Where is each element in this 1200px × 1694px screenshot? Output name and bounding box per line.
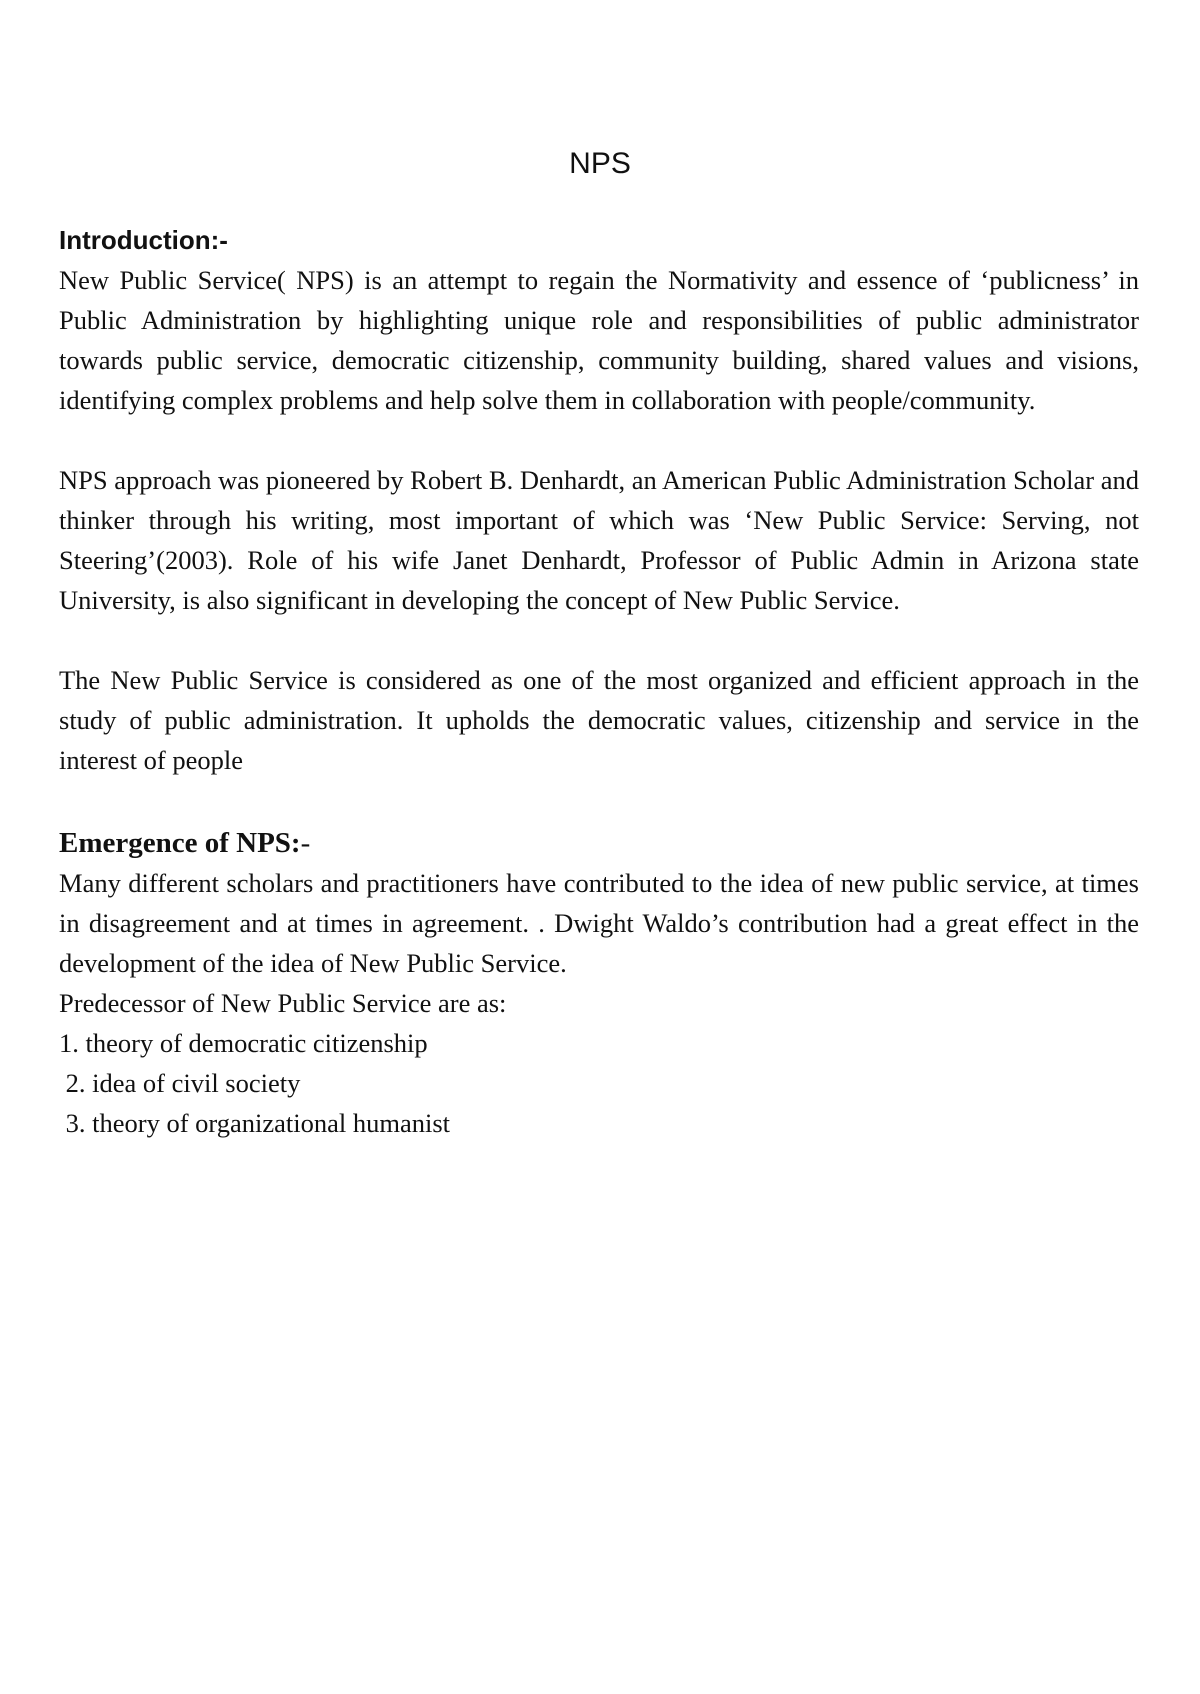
paragraph-spacer (59, 420, 1139, 460)
emergence-heading-text: Emergence of NPS: (59, 827, 301, 859)
emergence-heading-suffix: - (300, 827, 311, 859)
section-spacer (59, 780, 1139, 823)
emergence-paragraph-1: Many different scholars and practitioners have contributed to the idea of new public service, at times in disagreement and at times in agreement. . Dwight Waldo’s contribution had a great effect in the development of the idea of New Public Service. (59, 868, 1139, 978)
section-heading-emergence (59, 823, 1139, 863)
list-item: 2. idea of civil society (59, 1068, 301, 1098)
document-title: NPS (569, 147, 631, 180)
intro-paragraph-3: The New Public Service is considered as one of the most organized and efficient approach in the study of public administration. It upholds the democratic values, citizenship and service in the interest of people (59, 665, 1139, 775)
document-body (59, 220, 1139, 1143)
predecessor-list (59, 1023, 1139, 1143)
list-item: 1. theory of democratic citizenship (59, 1028, 428, 1058)
section-heading-introduction: Introduction:- (59, 225, 228, 255)
intro-paragraph-1: New Public Service( NPS) is an attempt to regain the Normativity and essence of ‘publicness’ in Public Administration by highlighting unique role and responsibilities of public administrator towards public service, democratic citizenship, community building, shared values and visions, identifying complex problems and help solve them in collaboration with people/community. (59, 265, 1139, 415)
predecessor-intro: Predecessor of New Public Service are as: (59, 988, 507, 1018)
paragraph-spacer (59, 620, 1139, 660)
list-item: 3. theory of organizational humanist (59, 1108, 451, 1138)
intro-paragraph-2: NPS approach was pioneered by Robert B. Denhardt, an American Public Administration Scholar and thinker through his writing, most important of which was ‘New Public Service: Serving, not Steering’(2003). Role of his wife Janet Denhardt, Professor of Public Admin in Arizona state University, is also significant in developing the concept of New Public Service. (59, 465, 1139, 615)
